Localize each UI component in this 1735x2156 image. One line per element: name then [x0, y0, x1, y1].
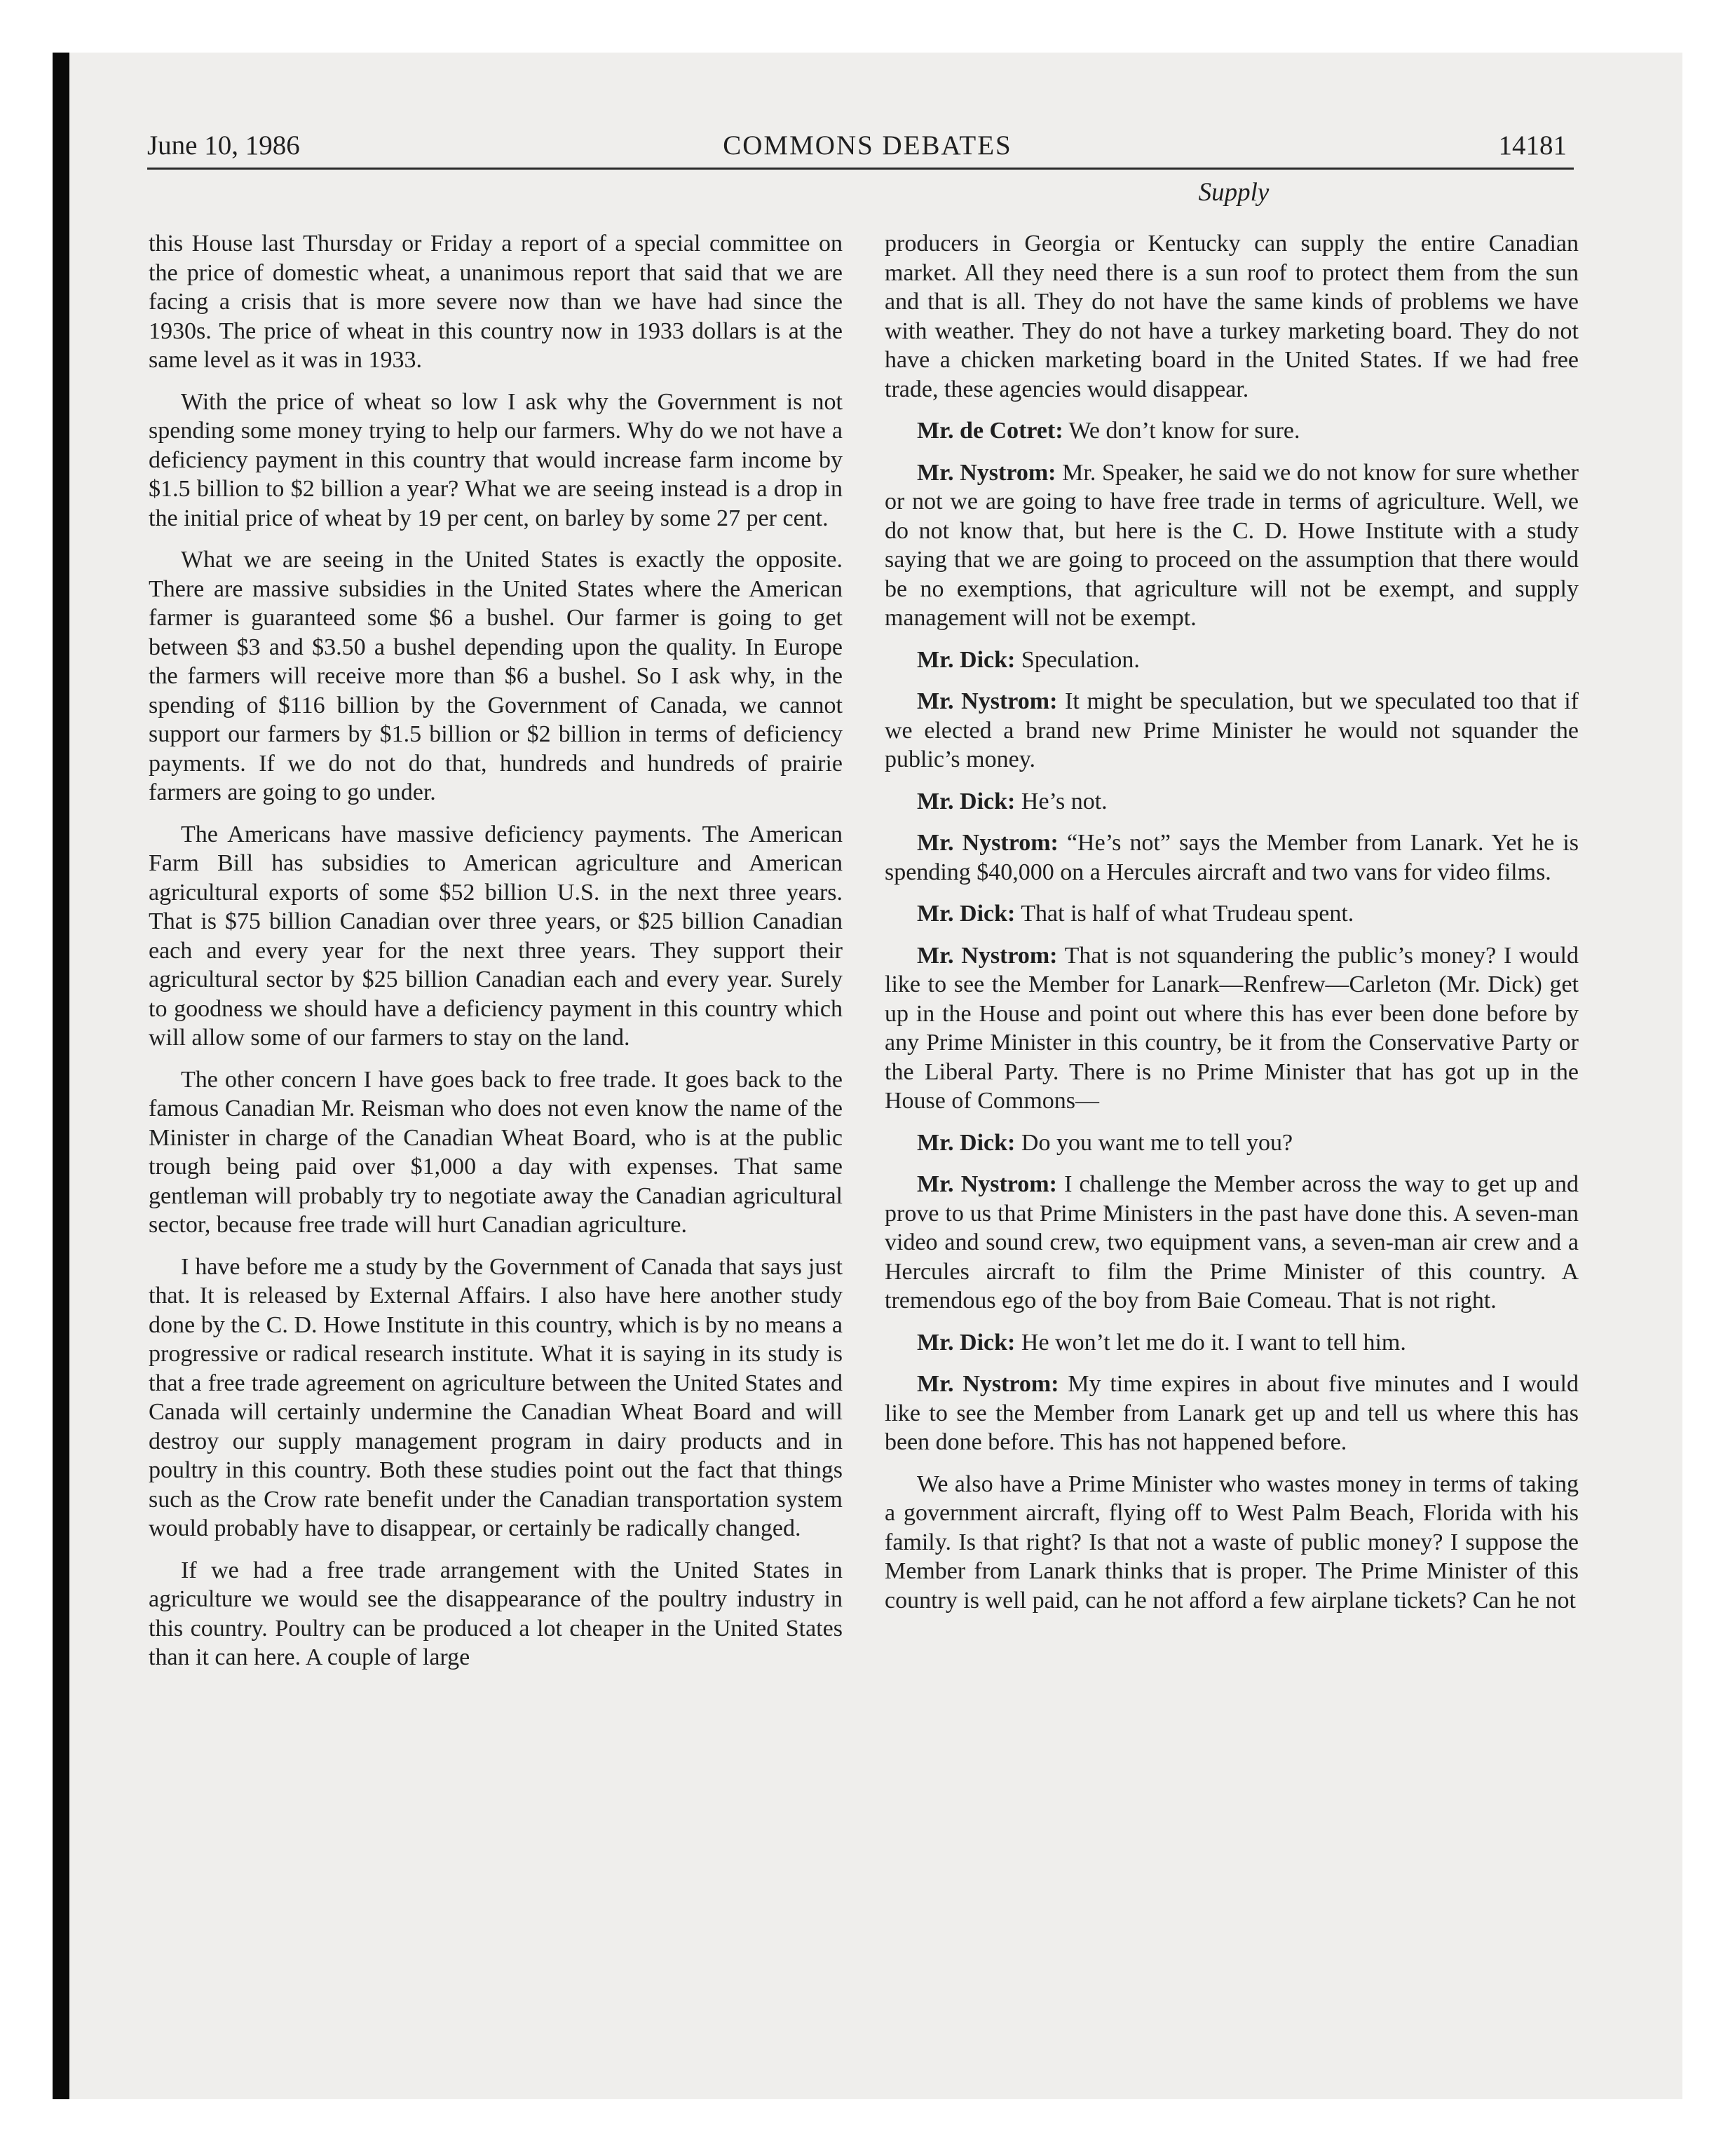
speech-text: I challenge the Member across the way to get up and prove to us that Prime Ministers in the past have done this. A seven-man video and sound crew, two equipment vans, a seven-man air crew and a Hercules aircraft to film the Prime Minister of this country. A tremendous ego of the boy from Baie Comeau. That is not right.	[885, 1171, 1579, 1314]
page-number: 14181	[1498, 130, 1567, 161]
speech-text: Do you want me to tell you?	[1021, 1129, 1293, 1156]
speech	[885, 787, 1579, 817]
speaker-name: Mr. Dick:	[917, 901, 1016, 927]
speech	[885, 1128, 1579, 1158]
speech	[885, 899, 1579, 929]
speech	[885, 646, 1579, 675]
speech-text: He won’t let me do it. I want to tell him.	[1021, 1329, 1406, 1356]
paragraph: The other concern I have goes back to free trade. It goes back to the famous Canadian Mr. Reisman who does not even know the name of the Minister in charge of the Canadian Wheat Board, who is at the public trough being paid over $1,000 a day with expenses. That same gentleman will probably try to negotiate away the Canadian agricultural sector, because free trade will hurt Canadian agriculture.	[149, 1066, 843, 1238]
speech-text: It might be speculation, but we speculated too that if we elected a brand new Prime Minister he would not squander the public’s money.	[885, 688, 1579, 772]
speaker-name: Mr. Nystrom:	[917, 1371, 1059, 1397]
left-column	[149, 229, 843, 1685]
paragraph-text: producers in Georgia or Kentucky can supply the entire Canadian market. All they need there is a sun roof to protect them from the sun and that is all. They do not have the same kinds of problems we have with weather. They do not have a turkey marketing board. They do not have a chicken marketing board in the United States. If we had free trade, these agencies would disappear.	[885, 231, 1579, 402]
speaker-name: Mr. Dick:	[917, 788, 1016, 814]
paragraph	[885, 1470, 1579, 1616]
speaker-name: Mr. Nystrom:	[917, 830, 1059, 856]
speech-text: My time expires in about five minutes and I would like to see the Member from Lanark get up and tell us where this has been done before. This has not happened before.	[885, 1371, 1579, 1455]
speech	[885, 828, 1579, 887]
speech-text: Speculation.	[1021, 646, 1140, 673]
speech	[885, 458, 1579, 633]
paragraph: this House last Thursday or Friday a report of a special committee on the price of domestic wheat, a unanimous report that said that we are facing a crisis that is more severe now than we have had since the 1930s. The price of wheat in this country now in 1933 dollars is at the same level as it was in 1933.	[149, 231, 843, 373]
right-column	[885, 229, 1579, 1628]
speaker-name: Mr. Dick:	[917, 1129, 1016, 1156]
header-rule	[147, 168, 1574, 170]
paragraph: The Americans have massive deficiency payments. The American Farm Bill has subsidies to American agriculture and American agricultural exports of some $52 billion U.S. in the next three years. That is $75 billion Canadian over three years, or $25 billion Canadian each and every year for the next three years. They support their agricultural sector by $25 billion Canadian each and every year. Surely to goodness we should have a deficiency payment in this country which will allow some of our farmers to stay on the land.	[149, 821, 843, 1051]
header-title: COMMONS DEBATES	[723, 130, 1012, 161]
header-date: June 10, 1986	[147, 130, 300, 161]
speaker-name: Mr. Dick:	[917, 1329, 1016, 1356]
speech	[885, 941, 1579, 1116]
speaker-name: Mr. de Cotret:	[917, 418, 1063, 444]
speech-text: That is half of what Trudeau spent.	[1021, 901, 1354, 927]
paragraph: What we are seeing in the United States is exactly the opposite. There are massive subsidies in the United States where the American farmer is guaranteed some $6 a bushel. Our farmer is going to get between $3 and $3.50 a bushel depending upon the quality. In Europe the farmers will receive more than $6 a bushel. So I ask why, in the spending of $116 billion by the Government of Canada, we cannot support our farmers by $1.5 billion or $2 billion in terms of deficiency payments. If we do not do that, hundreds and hundreds of prairie farmers are going to go under.	[149, 547, 843, 805]
paragraph	[885, 229, 1579, 404]
paragraph: I have before me a study by the Government of Canada that says just that. It is released by External Affairs. I also have here another study done by the C. D. Howe Institute in this country, which is by no means a progressive or radical research institute. What it is saying in its study is that a free trade agreement on agriculture between the United States and Canada will certainly undermine the Canadian Wheat Board and will destroy our supply management program in dairy products and in poultry in this country. Both these studies point out the fact that things such as the Crow rate benefit under the Canadian transportation system would probably have to disappear, or certainly be radically changed.	[149, 1253, 843, 1541]
speech-text: Mr. Speaker, he said we do not know for sure whether or not we are going to have free trade in terms of agriculture. Well, we do not know that, but here is the C. D. Howe Institute with a study saying that we are going to proceed on the assumption that there would be no exemptions, that agriculture will not be exempt, and supply management will not be exempt.	[885, 459, 1579, 631]
speaker-name: Mr. Nystrom:	[917, 688, 1058, 714]
paragraph-text: We also have a Prime Minister who wastes money in terms of taking a government aircraft, flying off to West Palm Beach, Florida with his family. Is that right? Is that not a waste of public money? I suppose the Member from Lanark thinks that is proper. The Prime Minister of this country is well paid, can he not afford a few airplane tickets? Can he not	[885, 1471, 1579, 1613]
speech	[885, 1328, 1579, 1358]
speech-text: “He’s not” says the Member from Lanark. Yet he is spending $40,000 on a Hercules aircraft and two vans for video films.	[885, 830, 1579, 885]
speaker-name: Mr. Nystrom:	[917, 942, 1058, 969]
speaker-name: Mr. Nystrom:	[917, 459, 1056, 486]
section-title: Supply	[1198, 178, 1270, 207]
speaker-name: Mr. Nystrom:	[917, 1171, 1057, 1197]
speaker-name: Mr. Dick:	[917, 646, 1016, 673]
paragraph: With the price of wheat so low I ask why the Government is not spending some money trying to help our farmers. Why do we not have a deficiency payment in this country that would increase farm income by $1.5 billion to $2 billion a year? What we are seeing instead is a drop in the initial price of wheat by 19 per cent, on barley by some 27 per cent.	[149, 388, 843, 531]
speech	[885, 1370, 1579, 1457]
speech	[885, 416, 1579, 446]
speech-text: That is not squandering the public’s money? I would like to see the Member for Lanark—Renfrew—Carleton (Mr. Dick) get up in the House and point out where this has ever been done before by any Prime Minister in this country, be it from the Conservative Party or the Liberal Party. There is no Prime Minister that has got up in the House of Commons—	[885, 942, 1579, 1114]
paragraph: If we had a free trade arrangement with the United States in agriculture we would see the disappearance of the poultry industry in this country. Poultry can be produced a lot cheaper in the United States than it can here. A couple of large	[149, 1557, 843, 1670]
speech-text: We don’t know for sure.	[1068, 418, 1300, 444]
speech	[885, 1170, 1579, 1316]
binding-edge	[53, 53, 69, 2099]
speech	[885, 687, 1579, 775]
speech-text: He’s not.	[1021, 788, 1108, 814]
